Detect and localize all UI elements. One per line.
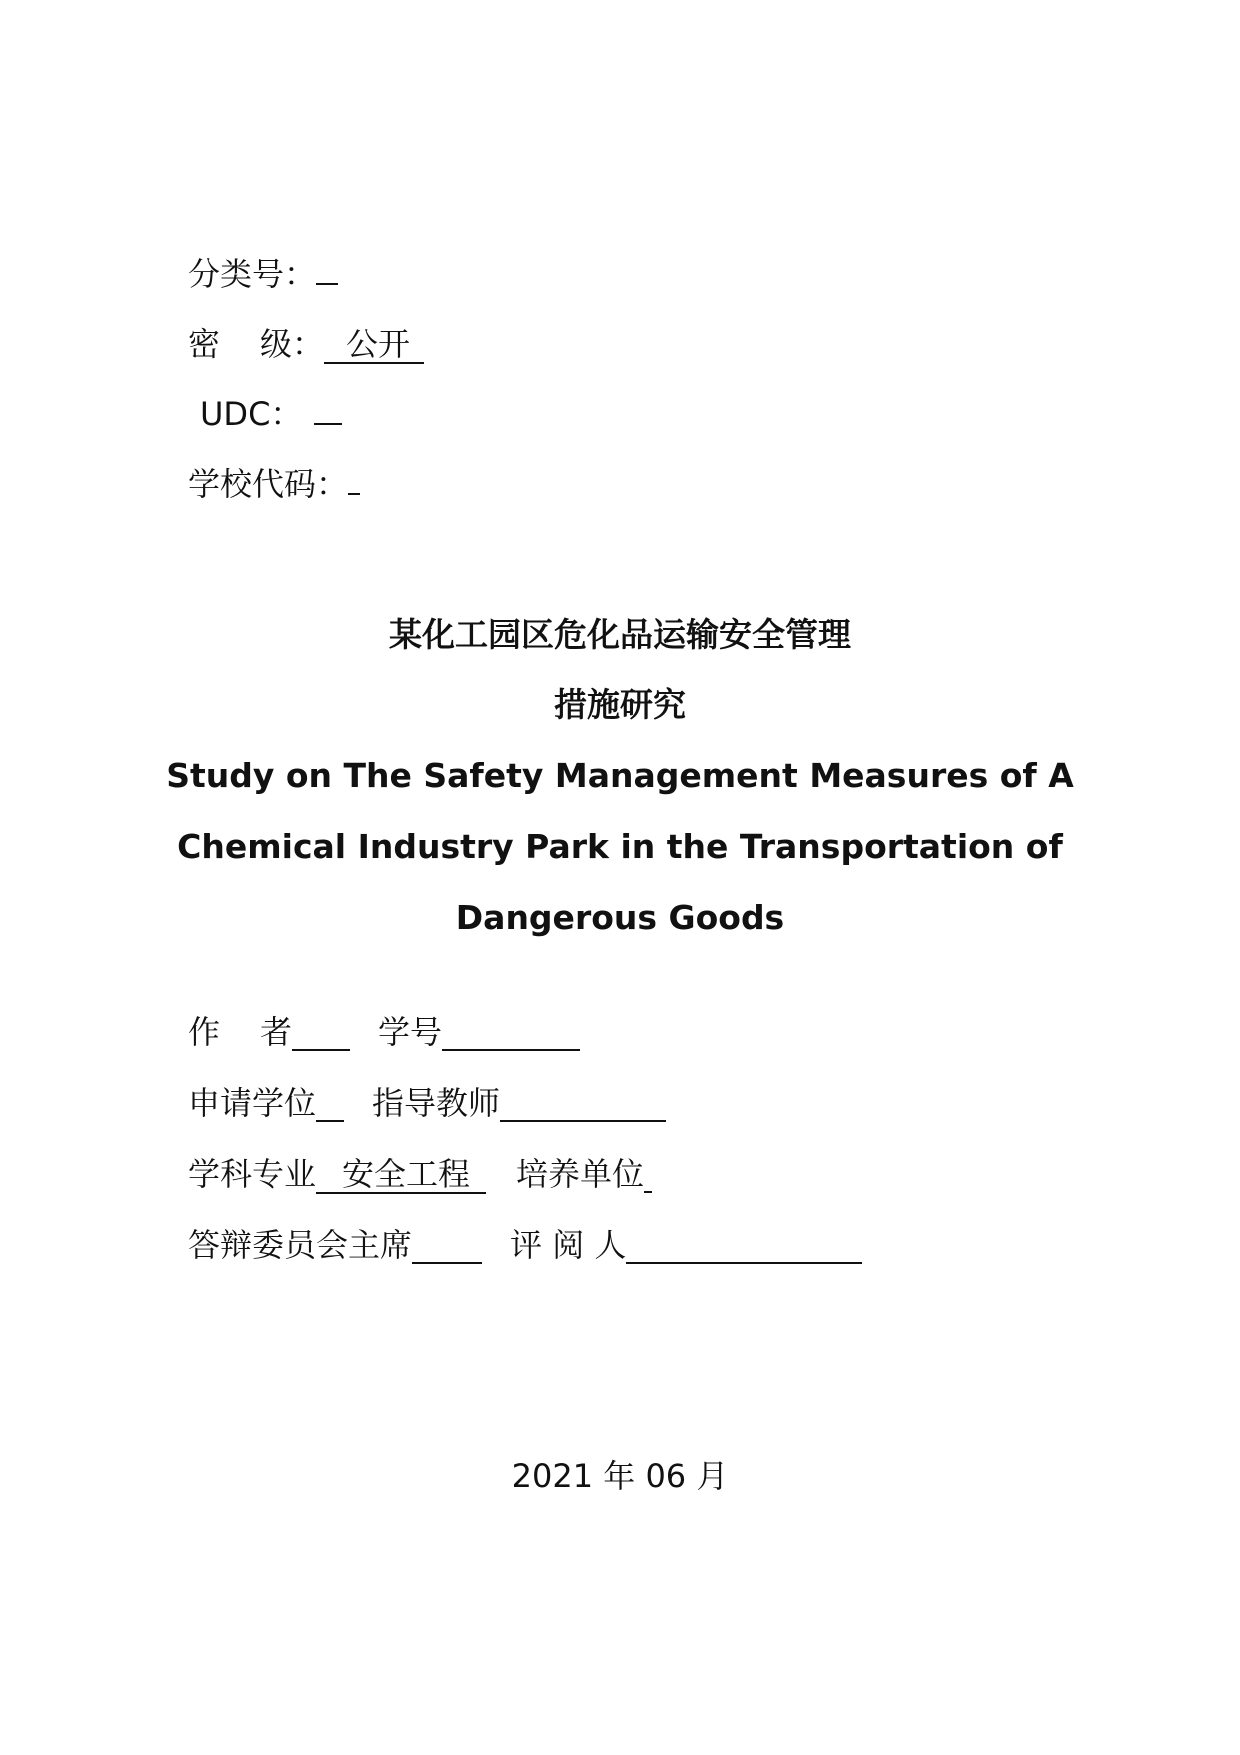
student-no-label: 学号 xyxy=(378,1013,443,1051)
author-row xyxy=(188,1008,862,1079)
major-value: 安全工程 xyxy=(316,1156,486,1194)
reviewer-label: 评 阅 人 xyxy=(510,1226,627,1264)
title-cn-line-2: 措施研究 xyxy=(554,685,686,724)
secrecy-row xyxy=(188,320,424,390)
school-code-label: 学校代码： xyxy=(188,465,349,503)
training-unit-label: 培养单位 xyxy=(516,1155,645,1193)
title-en-line-3: Dangerous Goods xyxy=(455,898,785,937)
advisor-value-line xyxy=(500,1090,666,1122)
training-unit-value-line xyxy=(644,1161,652,1193)
major-label: 学科专业 xyxy=(188,1155,317,1193)
classification-no-value xyxy=(316,283,338,285)
committee-chair-label: 答辩委员会主席 xyxy=(188,1226,413,1264)
title-cn-line-1: 某化工园区危化品运输安全管理 xyxy=(389,615,851,654)
classification-no-row xyxy=(188,250,424,320)
student-no-value-line xyxy=(442,1019,580,1051)
degree-row xyxy=(188,1079,862,1150)
advisor-label: 指导教师 xyxy=(372,1084,501,1122)
author-label-part-1: 作 xyxy=(188,1013,221,1051)
committee-row xyxy=(188,1221,862,1292)
title-en-line-1: Study on The Safety Management Measures of A xyxy=(166,756,1074,795)
school-code-row xyxy=(188,460,424,530)
udc-row xyxy=(188,390,424,460)
degree-value-line xyxy=(316,1090,344,1122)
major-row xyxy=(188,1150,862,1221)
udc-label: UDC： xyxy=(200,395,303,433)
secrecy-label-part-2: 级： xyxy=(260,325,325,363)
cover-date: 2021 年 06 月 xyxy=(511,1457,729,1495)
degree-label: 申请学位 xyxy=(188,1084,317,1122)
cover-info-block xyxy=(188,1008,862,1292)
school-code-value xyxy=(348,493,360,495)
title-en-line-2: Chemical Industry Park in the Transportation of xyxy=(177,827,1063,866)
secrecy-value: 公开 xyxy=(324,326,424,364)
committee-chair-value-line xyxy=(412,1232,482,1264)
thesis-title-block xyxy=(0,600,1240,953)
secrecy-label-part-1: 密 xyxy=(188,325,221,363)
udc-value xyxy=(314,423,342,425)
reviewer-value-line xyxy=(626,1232,862,1264)
author-value-line xyxy=(292,1019,350,1051)
classification-no-label: 分类号： xyxy=(188,255,317,293)
author-label-part-2: 者 xyxy=(260,1013,293,1051)
cover-meta-block xyxy=(188,250,424,530)
